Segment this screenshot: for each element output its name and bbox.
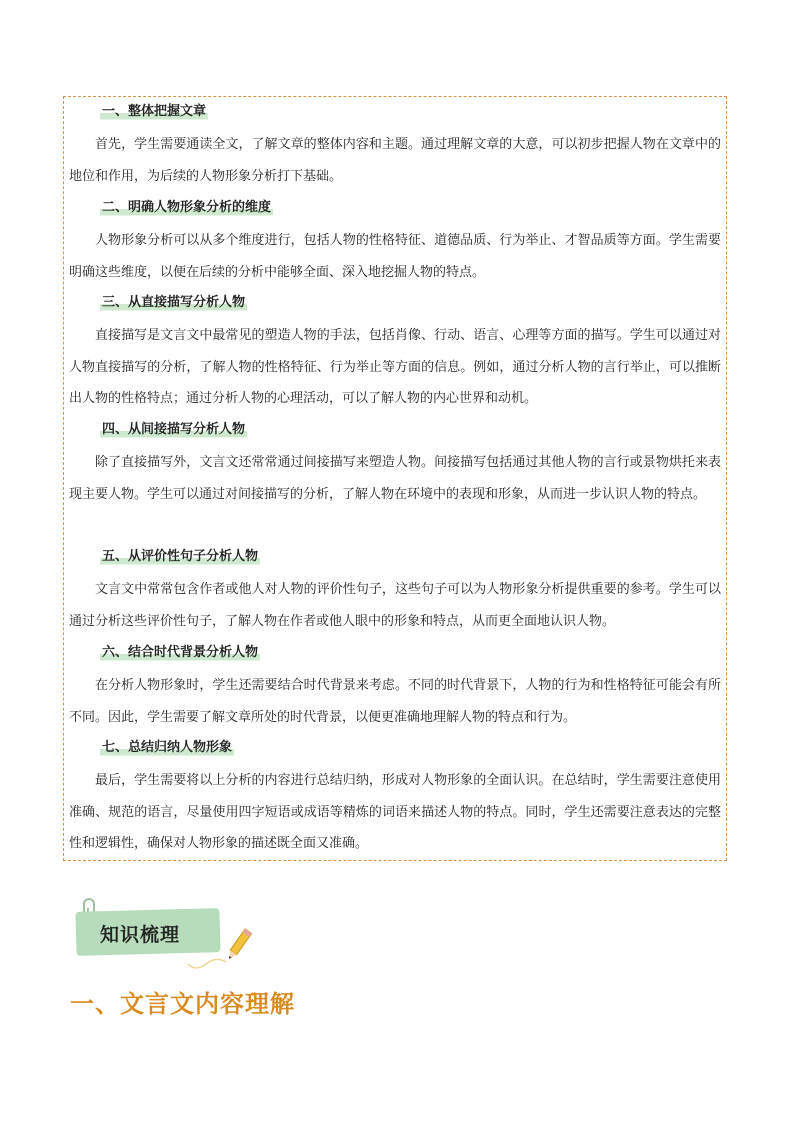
section-body: 人物形象分析可以从多个维度进行，包括人物的性格特征、道德品质、行为举止、才智品质等方面。学生需要明确这些维度，以便在后续的分析中能够全面、深入地挖掘人物的特点。 bbox=[69, 233, 721, 280]
section-title: 四、从间接描写分析人物 bbox=[102, 422, 246, 437]
section-body: 在分析人物形象时，学生还需要结合时代背景来考虑。不同的时代背景下，人物的行为和性格特征可能会有所不同。因此，学生需要了解文章所处的时代背景，以便更准确地理解人物的特点和行为。 bbox=[69, 678, 721, 725]
section-title: 一、整体把握文章 bbox=[102, 104, 207, 119]
section-body: 文言文中常常包含作者或他人对人物的评价性句子，这些句子可以为人物形象分析提供重要的参考。学生可以通过分析这些评价性句子，了解人物在作者或他人眼中的形象和特点，从而更全面地认识人物。 bbox=[69, 582, 721, 629]
section-title: 七、总结归纳人物形象 bbox=[102, 740, 233, 755]
swirl-decoration bbox=[186, 952, 236, 974]
section-body: 最后，学生需要将以上分析的内容进行总结归纳，形成对人物形象的全面认识。在总结时，学生需要注意使用准确、规范的语言，尽量使用四字短语或成语等精炼的词语来描述人物的特点。同时，学生还需要注意表达的完整性和逻辑性，确保对人物形象的描述既全面又准确。 bbox=[69, 773, 721, 851]
section-title: 六、结合时代背景分析人物 bbox=[102, 645, 259, 660]
section-title: 二、明确人物形象分析的维度 bbox=[102, 200, 272, 215]
knowledge-tag-label: 知识梳理 bbox=[100, 924, 181, 946]
section-title: 五、从评价性句子分析人物 bbox=[102, 549, 259, 564]
section-body: 直接描写是文言文中最常见的塑造人物的手法，包括肖像、行动、语言、心理等方面的描写。学生可以通过对人物直接描写的分析，了解人物的性格特征、行为举止等方面的信息。例如，通过分析人物的言行举止，可以推断出人物的性格特点；通过分析人物的心理活动，可以了解人物的内心世界和动机。 bbox=[69, 328, 721, 406]
main-heading: 一、文言文内容理解 bbox=[70, 989, 295, 1018]
section-body: 除了直接描写外，文言文还常常通过间接描写来塑造人物。间接描写包括通过其他人物的言行或景物烘托来表现主要人物。学生可以通过对间接描写的分析，了解人物在环境中的表现和形象，从而进一步认识人物的特点。 bbox=[69, 455, 721, 502]
section-title: 三、从直接描写分析人物 bbox=[102, 295, 246, 310]
section-body: 首先，学生需要通读全文，了解文章的整体内容和主题。通过理解文章的大意，可以初步把握人物在文章中的地位和作用，为后续的人物形象分析打下基础。 bbox=[69, 137, 721, 184]
